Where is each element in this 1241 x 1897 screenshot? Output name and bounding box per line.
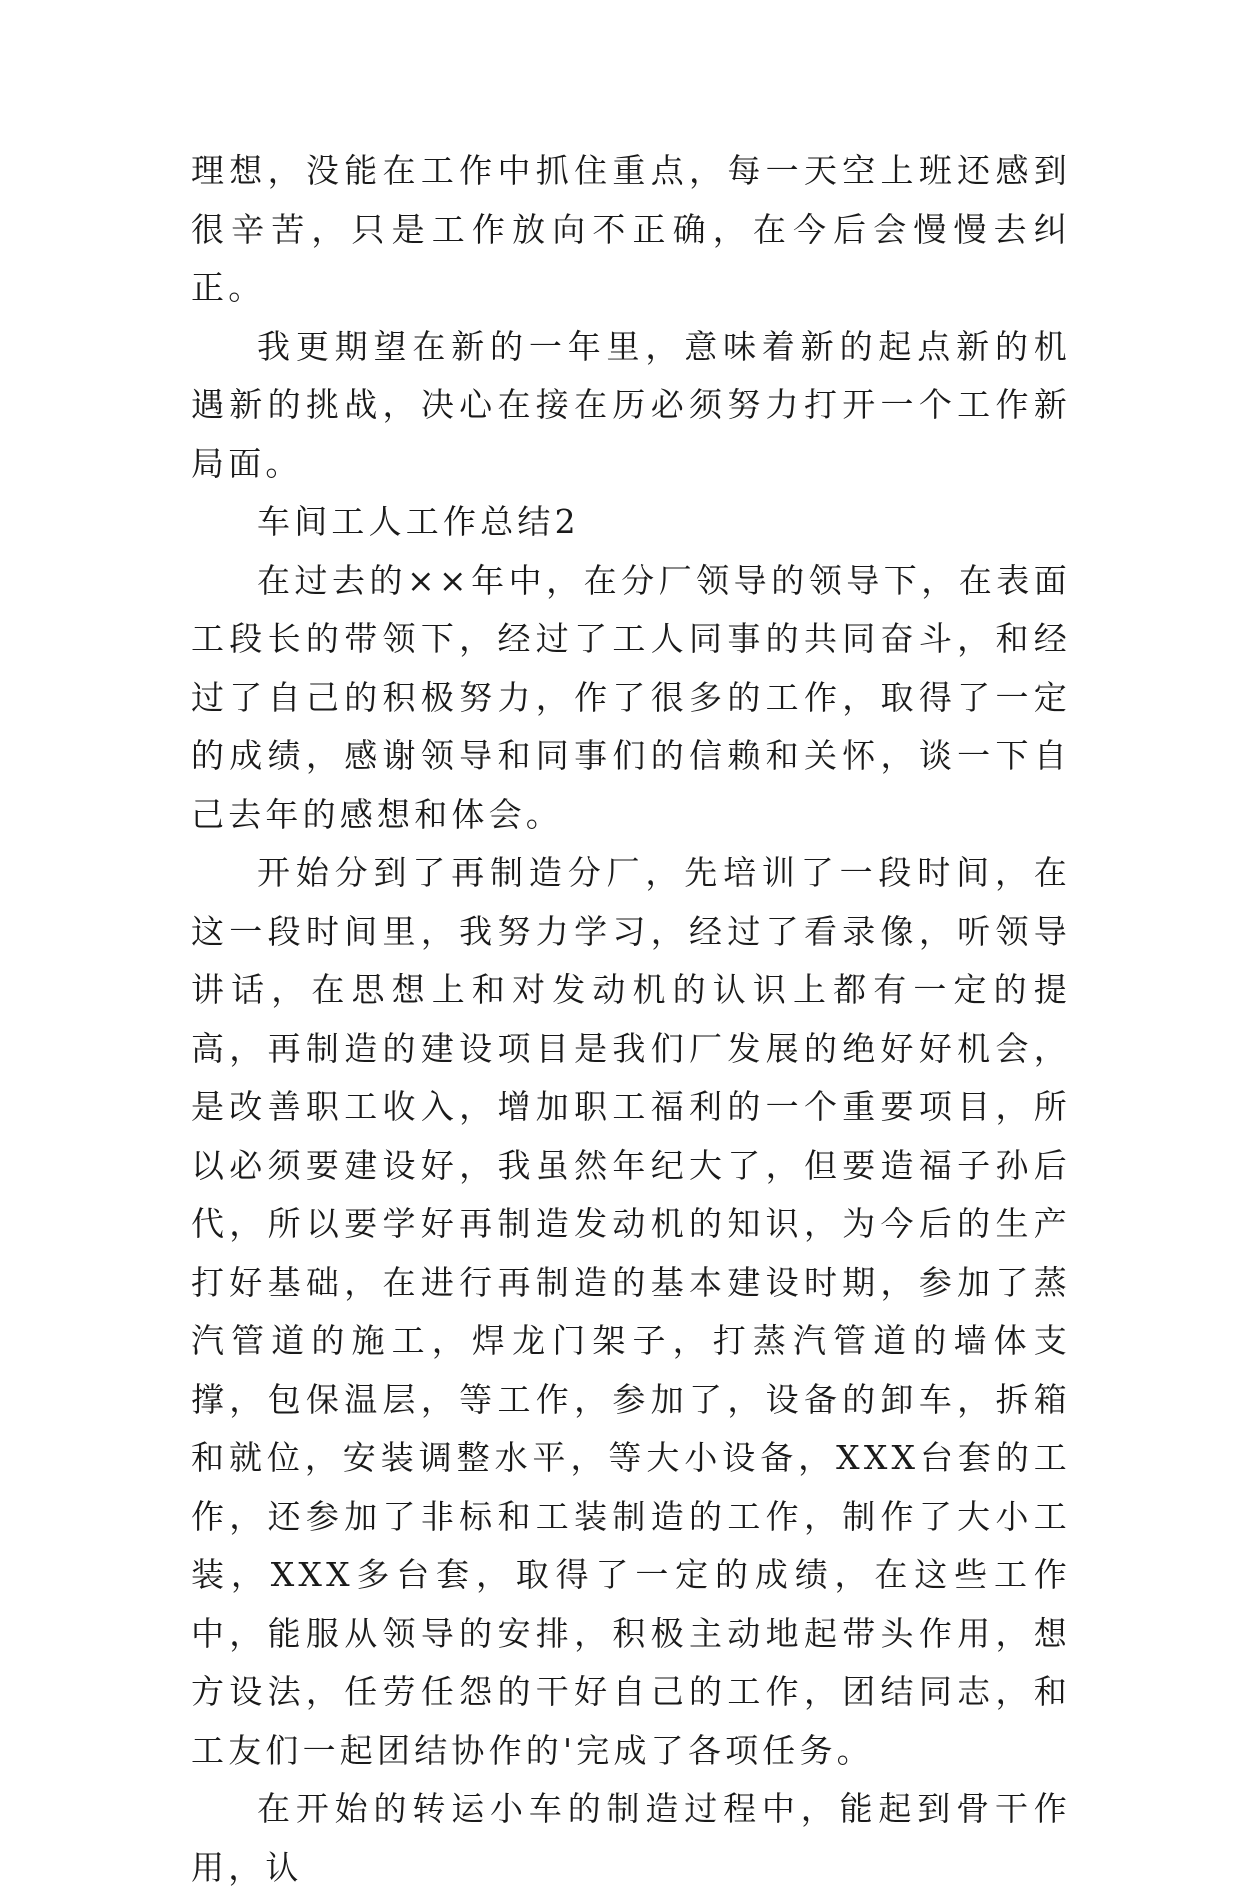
document-body xyxy=(191,142,1071,1897)
paragraph-2: 我更期望在新的一年里，意味着新的起点新的机遇新的挑战，决心在接在历必须努力打开一个工作新局面。 xyxy=(191,326,1071,483)
section-heading: 车间工人工作总结2 xyxy=(257,502,580,541)
paragraph-4: 开始分到了再制造分厂，先培训了一段时间，在这一段时间里，我努力学习，经过了看录像，听领导讲话，在思想上和对发动机的认识上都有一定的提高，再制造的建设项目是我们厂发展的绝好好机会，是改善职工收入，增加职工福利的一个重要项目，所以必须要建设好，我虽然年纪大了，但要造福子孙后代，所以要学好再制造发动机的知识，为今后的生产打好基础，在进行再制造的基本建设时期，参加了蒸汽管道的施工，焊龙门架子，打蒸汽管道的墙体支撑，包保温层，等工作，参加了，设备的卸车，拆箱和就位，安装调整水平，等大小设备，XXX台套的工作，还参加了非标和工装制造的工作，制作了大小工装，XXX多台套，取得了一定的成绩，在这些工作中，能服从领导的安排，积极主动地起带头作用，想方设法，任劳任怨的干好自己的工作，团结同志，和工友们一起团结协作的'完成了各项任务。 xyxy=(191,853,1071,1770)
paragraph-3: 在过去的××年中，在分厂领导的领导下，在表面工段长的带领下，经过了工人同事的共同奋斗，和经过了自己的积极努力，作了很多的工作，取得了一定的成绩，感谢领导和同事们的信赖和关怀，谈一下自己去年的感想和体会。 xyxy=(191,560,1071,834)
paragraph-5: 在开始的转运小车的制造过程中，能起到骨干作用，认 xyxy=(191,1789,1071,1887)
paragraph-1: 理想，没能在工作中抓住重点，每一天空上班还感到很辛苦，只是工作放向不正确，在今后会慢慢去纠正。 xyxy=(191,151,1071,307)
